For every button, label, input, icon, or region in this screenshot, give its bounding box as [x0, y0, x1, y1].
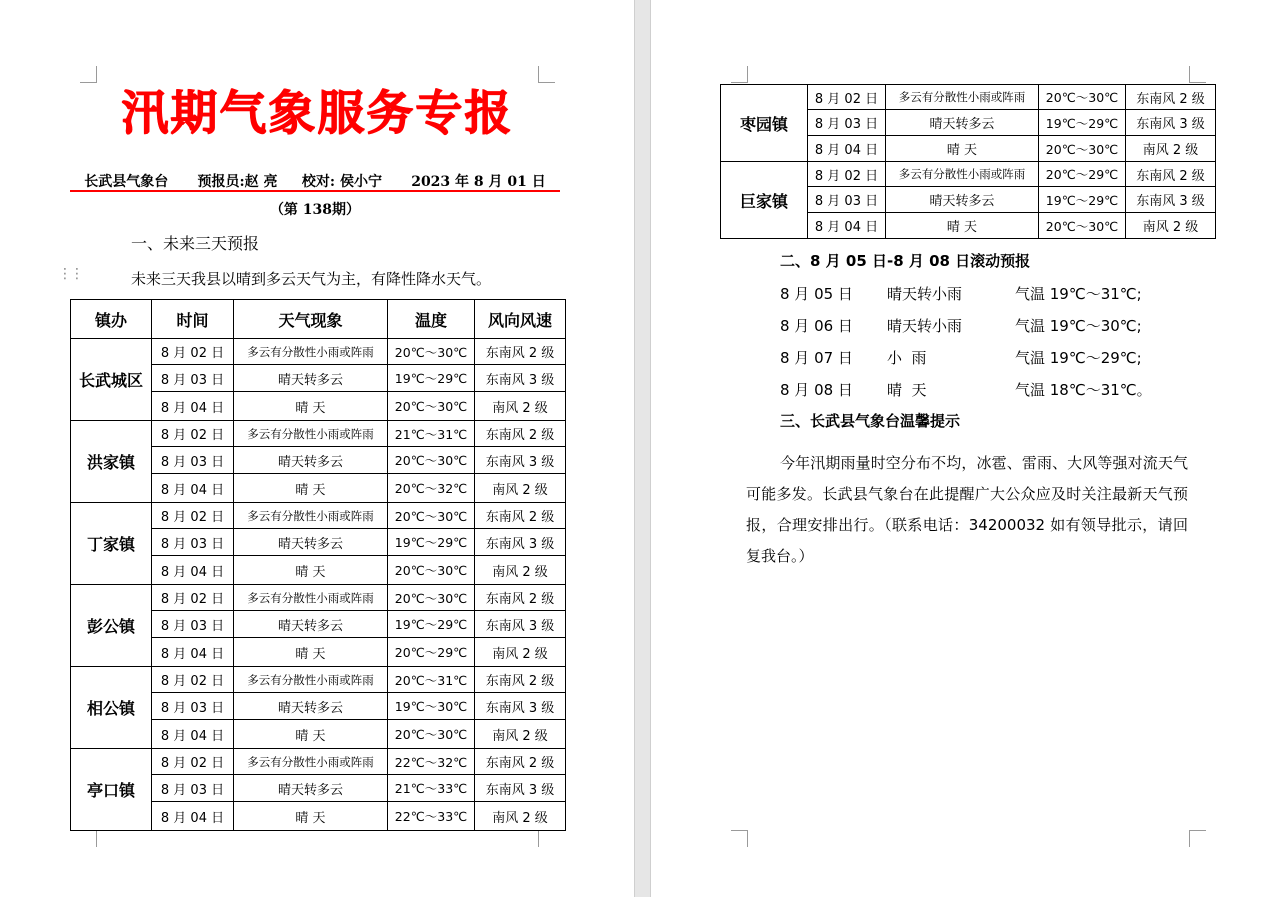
margin-corner-mark — [1189, 830, 1206, 847]
weather-cell: 晴天转多云 — [886, 187, 1039, 213]
wind-cell: 东南风 3 级 — [475, 365, 566, 392]
weather-cell: 晴天转多云 — [234, 529, 388, 556]
column-header: 风向风速 — [475, 300, 566, 339]
reminder-paragraph: 今年汛期雨量时空分布不均，冰雹、雷雨、大风等强对流天气可能多发。长武县气象台在此提醒广大公众应及时关注最新天气预报，合理安排出行。（联系电话：34200032 如有领导批示，请回复我台。） — [746, 454, 1188, 565]
section-heading: 一、未来三天预报 — [131, 234, 260, 253]
table-row — [721, 162, 1216, 187]
wind-cell: 南风 2 级 — [475, 720, 566, 749]
rolling-weather: 晴天转小雨 — [887, 285, 963, 303]
rolling-temperature: 气温 19℃～30℃; — [1015, 317, 1142, 335]
weather-cell: 晴 天 — [234, 720, 388, 749]
wind-cell: 南风 2 级 — [475, 392, 566, 421]
temperature-cell: 20℃～29℃ — [388, 638, 475, 667]
wind-cell: 东南风 3 级 — [1126, 187, 1216, 213]
wind-cell: 东南风 3 级 — [475, 447, 566, 474]
date-cell: 8 月 02 日 — [152, 421, 234, 447]
weather-cell: 多云有分散性小雨或阵雨 — [234, 749, 388, 775]
table-row — [721, 85, 1216, 110]
town-name-cell: 长武城区 — [71, 339, 152, 421]
wind-cell: 东南风 2 级 — [475, 749, 566, 775]
date-cell: 8 月 03 日 — [152, 611, 234, 638]
rolling-weather: 晴天转小雨 — [887, 317, 963, 335]
report-info-line — [70, 171, 560, 191]
date-cell: 8 月 03 日 — [152, 365, 234, 392]
wind-cell: 东南风 2 级 — [1126, 85, 1216, 110]
date-cell: 8 月 02 日 — [152, 585, 234, 611]
page-gutter — [634, 0, 651, 897]
temperature-cell: 20℃～30℃ — [388, 339, 475, 365]
date-cell: 8 月 02 日 — [808, 85, 886, 110]
town-name-cell: 枣园镇 — [721, 85, 808, 162]
table-row — [71, 667, 566, 693]
rolling-temperature: 气温 19℃～29℃; — [1015, 349, 1142, 367]
table-row — [71, 503, 566, 529]
date-cell: 8 月 04 日 — [152, 474, 234, 503]
weather-cell: 多云有分散性小雨或阵雨 — [234, 503, 388, 529]
date-cell: 8 月 04 日 — [152, 556, 234, 585]
table-row — [71, 749, 566, 775]
date-cell: 8 月 03 日 — [152, 775, 234, 802]
weather-cell: 晴 天 — [886, 213, 1039, 239]
document-page-1 — [0, 0, 634, 897]
wind-cell: 东南风 2 级 — [475, 667, 566, 693]
forecast-intro: 未来三天我县以晴到多云天气为主，有降性降水天气。 — [131, 270, 492, 288]
wind-cell: 东南风 3 级 — [475, 611, 566, 638]
weather-cell: 晴天转多云 — [234, 447, 388, 474]
margin-corner-mark — [731, 66, 748, 83]
report-date: 2023 年 8 月 01 日 — [411, 174, 546, 190]
temperature-cell: 20℃～29℃ — [1039, 162, 1126, 187]
header-red-rule — [70, 190, 560, 192]
temperature-cell: 20℃～32℃ — [388, 474, 475, 503]
town-name-cell: 丁家镇 — [71, 503, 152, 585]
temperature-cell: 20℃～30℃ — [388, 392, 475, 421]
town-name-cell: 巨家镇 — [721, 162, 808, 239]
date-cell: 8 月 02 日 — [152, 503, 234, 529]
wind-cell: 东南风 2 级 — [475, 421, 566, 447]
station-name: 长武县气象台 — [84, 174, 169, 190]
date-cell: 8 月 04 日 — [152, 720, 234, 749]
table-row — [71, 421, 566, 447]
weather-cell: 晴天转多云 — [234, 693, 388, 720]
weather-cell: 多云有分散性小雨或阵雨 — [886, 162, 1039, 187]
column-header: 时间 — [152, 300, 234, 339]
weather-cell: 晴天转多云 — [234, 365, 388, 392]
town-name-cell: 彭公镇 — [71, 585, 152, 667]
weather-cell: 多云有分散性小雨或阵雨 — [886, 85, 1039, 110]
temperature-cell: 20℃～30℃ — [388, 585, 475, 611]
issue-number: （第 138期） — [269, 202, 361, 218]
forecast-table — [70, 299, 566, 831]
table-row — [71, 585, 566, 611]
rolling-date: 8 月 05 日 — [780, 285, 853, 303]
date-cell: 8 月 02 日 — [152, 667, 234, 693]
date-cell: 8 月 04 日 — [152, 392, 234, 421]
weather-cell: 晴天转多云 — [234, 611, 388, 638]
date-cell: 8 月 03 日 — [152, 529, 234, 556]
temperature-cell: 19℃～29℃ — [388, 365, 475, 392]
forecast-table-continued — [720, 84, 1216, 239]
wind-cell: 东南风 3 级 — [475, 775, 566, 802]
date-cell: 8 月 04 日 — [808, 213, 886, 239]
rolling-temperature: 气温 18℃～31℃。 — [1015, 381, 1152, 399]
date-cell: 8 月 04 日 — [808, 136, 886, 162]
temperature-cell: 19℃～29℃ — [388, 611, 475, 638]
weather-cell: 晴 天 — [234, 802, 388, 831]
rolling-date: 8 月 07 日 — [780, 349, 853, 367]
town-name-cell: 亭口镇 — [71, 749, 152, 831]
temperature-cell: 20℃～30℃ — [388, 447, 475, 474]
date-cell: 8 月 02 日 — [152, 339, 234, 365]
rolling-date: 8 月 08 日 — [780, 381, 853, 399]
wind-cell: 东南风 3 级 — [475, 693, 566, 720]
weather-cell: 晴 天 — [886, 136, 1039, 162]
temperature-cell: 22℃～32℃ — [388, 749, 475, 775]
margin-corner-mark — [731, 830, 748, 847]
report-title: 汛期气象服务专报 — [121, 86, 513, 141]
wind-cell: 东南风 2 级 — [475, 503, 566, 529]
weather-cell: 晴 天 — [234, 556, 388, 585]
town-name-cell: 洪家镇 — [71, 421, 152, 503]
wind-cell: 南风 2 级 — [475, 802, 566, 831]
wind-cell: 东南风 3 级 — [1126, 110, 1216, 136]
weather-cell: 晴 天 — [234, 474, 388, 503]
date-cell: 8 月 02 日 — [152, 749, 234, 775]
weather-cell: 多云有分散性小雨或阵雨 — [234, 585, 388, 611]
column-header: 镇办 — [71, 300, 152, 339]
date-cell: 8 月 03 日 — [808, 110, 886, 136]
date-cell: 8 月 04 日 — [152, 638, 234, 667]
town-name-cell: 相公镇 — [71, 667, 152, 749]
wind-cell: 东南风 2 级 — [1126, 162, 1216, 187]
temperature-cell: 19℃～29℃ — [1039, 187, 1126, 213]
temperature-cell: 19℃～29℃ — [1039, 110, 1126, 136]
date-cell: 8 月 04 日 — [152, 802, 234, 831]
wind-cell: 南风 2 级 — [475, 556, 566, 585]
temperature-cell: 20℃～30℃ — [1039, 213, 1126, 239]
column-header: 温度 — [388, 300, 475, 339]
rolling-date: 8 月 06 日 — [780, 317, 853, 335]
temperature-cell: 20℃～31℃ — [388, 667, 475, 693]
wind-cell: 东南风 2 级 — [475, 585, 566, 611]
column-header: 天气现象 — [234, 300, 388, 339]
section-heading: 三、长武县气象台温馨提示 — [780, 412, 961, 430]
temperature-cell: 20℃～30℃ — [388, 556, 475, 585]
weather-cell: 多云有分散性小雨或阵雨 — [234, 339, 388, 365]
temperature-cell: 19℃～29℃ — [388, 529, 475, 556]
section-heading: 二、8 月 05 日-8 月 08 日滚动预报 — [780, 252, 1031, 270]
wind-cell: 南风 2 级 — [1126, 136, 1216, 162]
weather-cell: 多云有分散性小雨或阵雨 — [234, 421, 388, 447]
table-row — [71, 339, 566, 365]
wind-cell: 东南风 2 级 — [475, 339, 566, 365]
wind-cell: 南风 2 级 — [475, 474, 566, 503]
temperature-cell: 21℃～33℃ — [388, 775, 475, 802]
date-cell: 8 月 03 日 — [808, 187, 886, 213]
margin-corner-mark — [80, 830, 97, 847]
rolling-weather: 小 雨 — [887, 349, 927, 367]
weather-cell: 多云有分散性小雨或阵雨 — [234, 667, 388, 693]
temperature-cell: 19℃～30℃ — [388, 693, 475, 720]
weather-cell: 晴天转多云 — [234, 775, 388, 802]
forecaster: 预报员:赵 亮 — [197, 174, 278, 190]
temperature-cell: 21℃～31℃ — [388, 421, 475, 447]
temperature-cell: 22℃～33℃ — [388, 802, 475, 831]
date-cell: 8 月 03 日 — [152, 447, 234, 474]
proofreader: 校对: 侯小宁 — [301, 174, 382, 190]
weather-cell: 晴 天 — [234, 638, 388, 667]
rolling-temperature: 气温 19℃～31℃; — [1015, 285, 1142, 303]
rolling-weather: 晴 天 — [887, 381, 927, 399]
margin-corner-mark — [538, 830, 555, 847]
weather-cell: 晴 天 — [234, 392, 388, 421]
wind-cell: 东南风 3 级 — [475, 529, 566, 556]
temperature-cell: 20℃～30℃ — [388, 720, 475, 749]
date-cell: 8 月 03 日 — [152, 693, 234, 720]
temperature-cell: 20℃～30℃ — [1039, 136, 1126, 162]
margin-corner-mark — [1189, 66, 1206, 83]
drag-handle-icon[interactable]: ⋮⋮ — [58, 266, 82, 282]
wind-cell: 南风 2 级 — [475, 638, 566, 667]
temperature-cell: 20℃～30℃ — [388, 503, 475, 529]
wind-cell: 南风 2 级 — [1126, 213, 1216, 239]
date-cell: 8 月 02 日 — [808, 162, 886, 187]
weather-cell: 晴天转多云 — [886, 110, 1039, 136]
temperature-cell: 20℃～30℃ — [1039, 85, 1126, 110]
